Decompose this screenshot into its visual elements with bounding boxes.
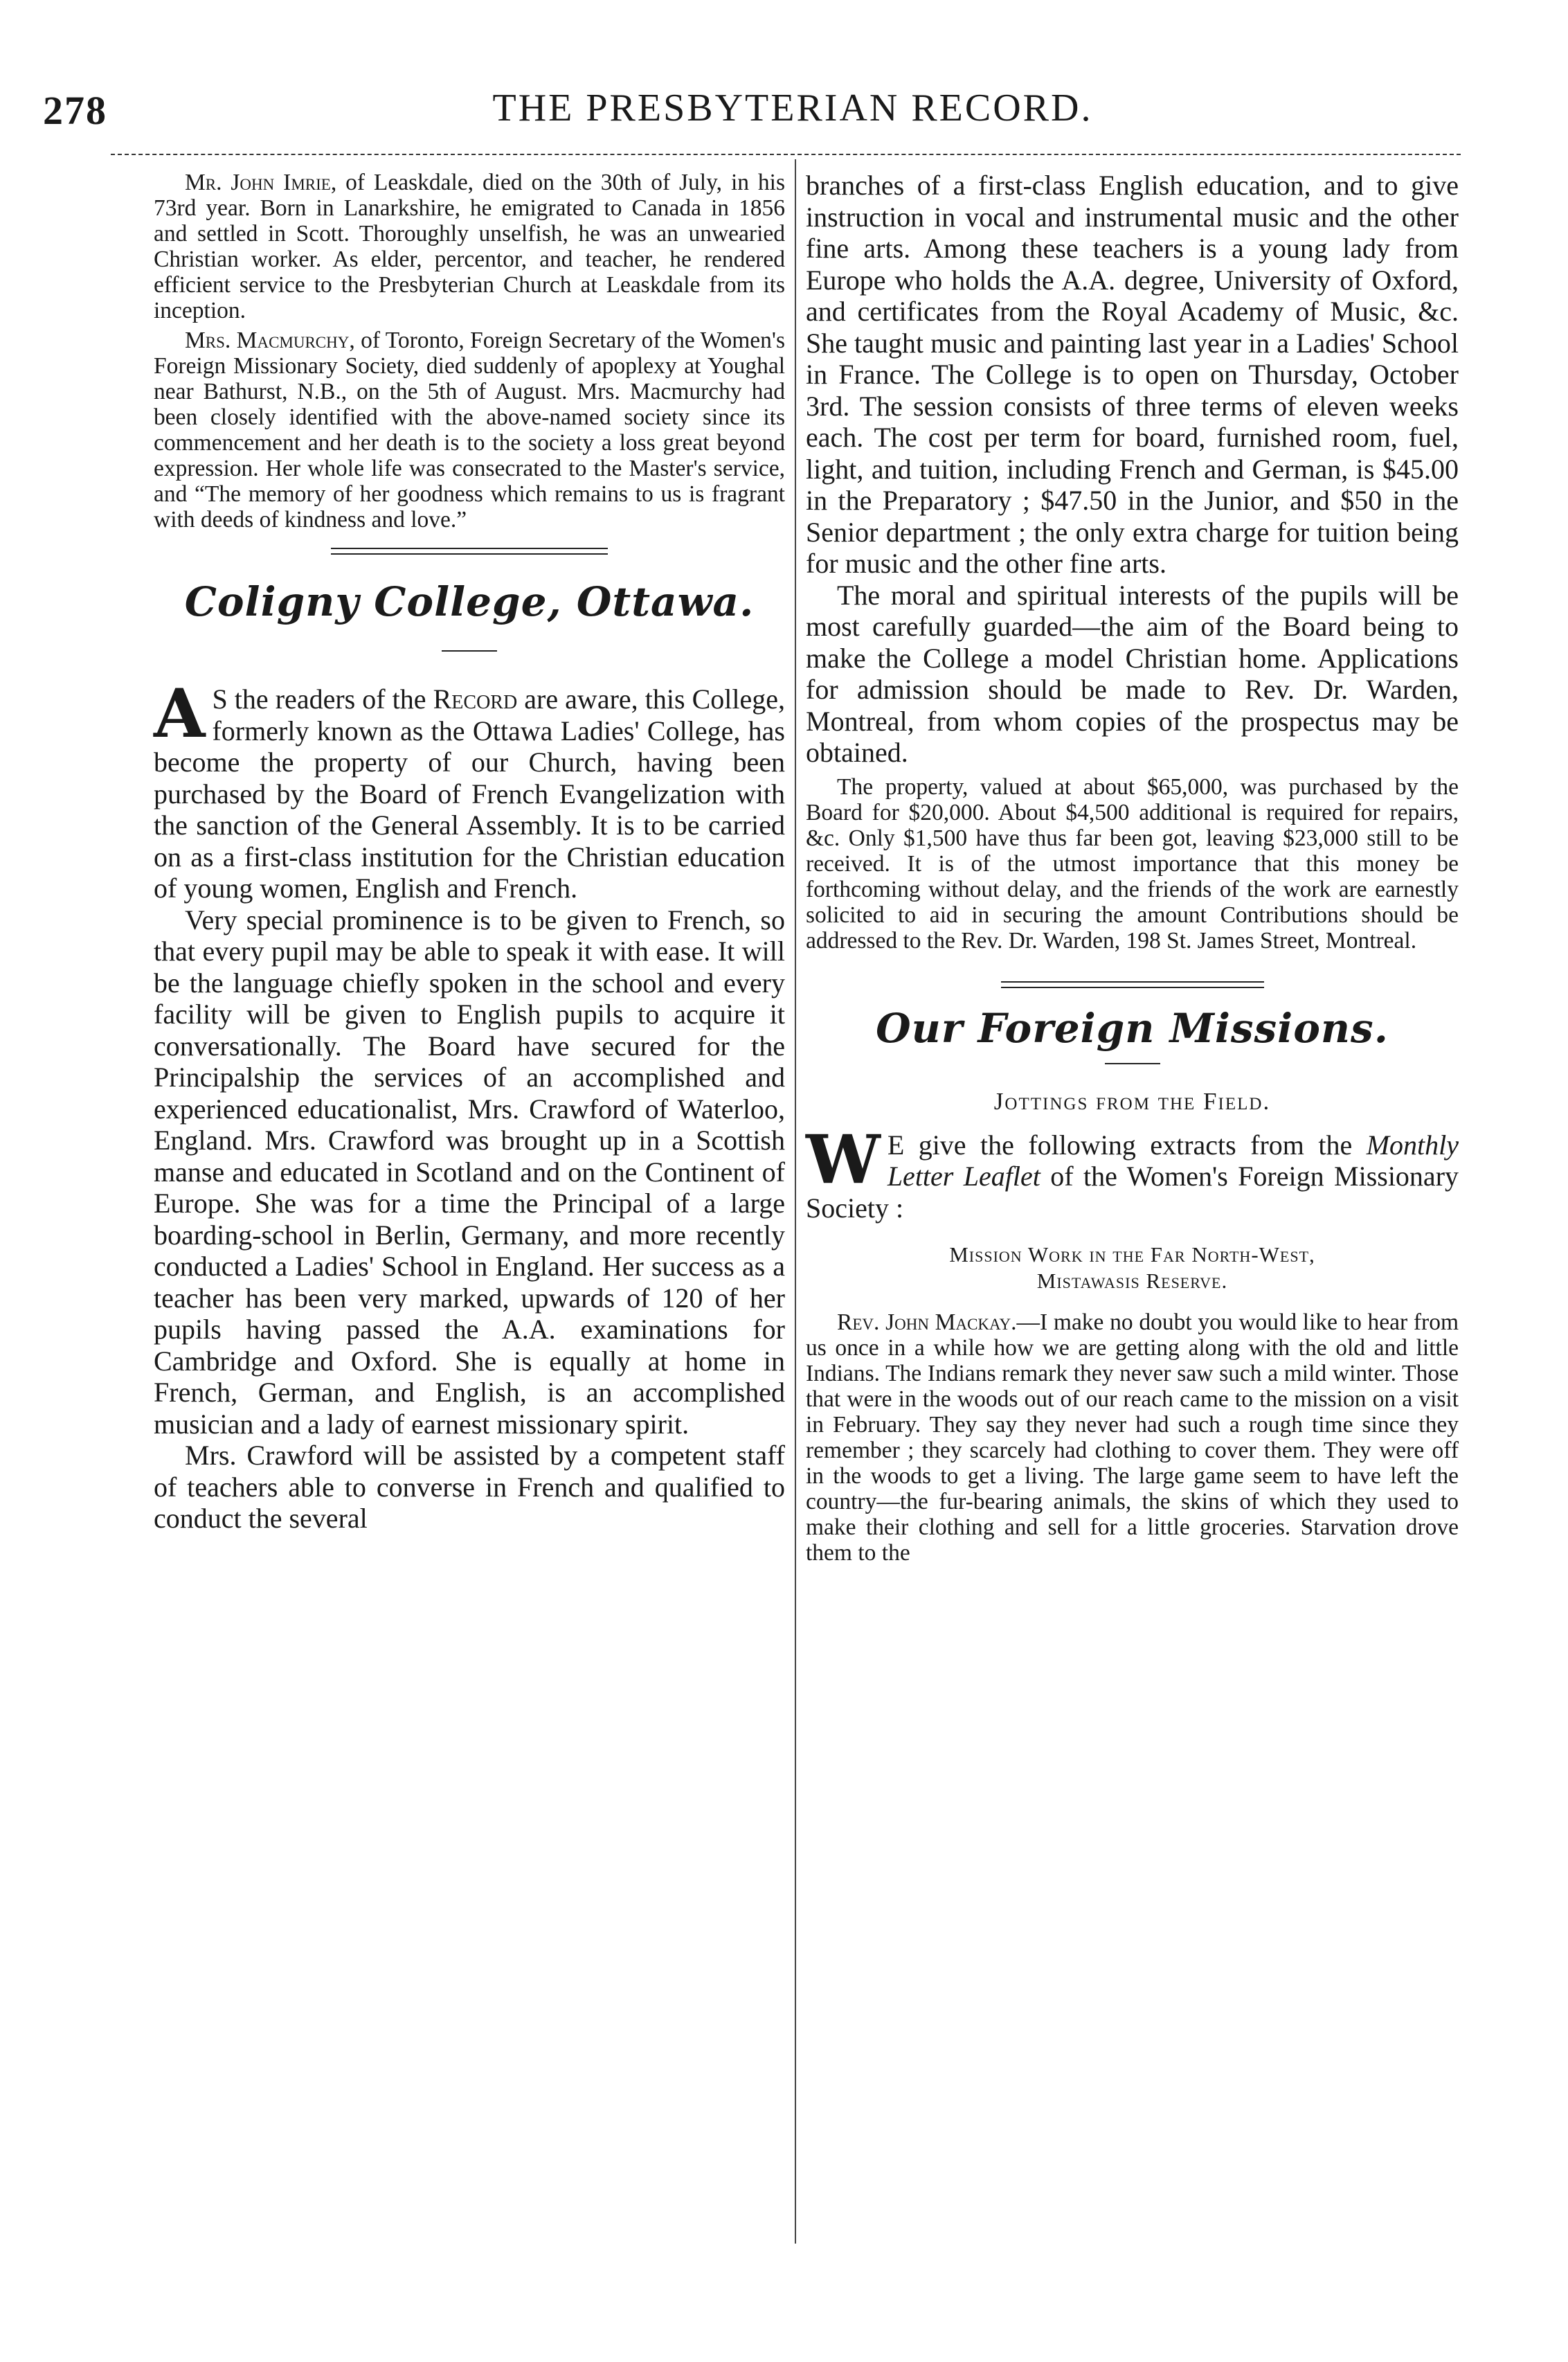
section-heading-missions: Our Foreign Missions.: [876, 1004, 1389, 1052]
coligny-paragraph-3: Mrs. Crawford will be assisted by a competent staff of teachers able to converse in French and qualified to conduct the several: [154, 1440, 785, 1534]
coligny-paragraph-6: The property, valued at about $65,000, was purchased by the Board for $20,000. About $4,500 additional is required for repairs, &c. Only $1,500 have thus far been got, leaving $23,000 still to be received. It is of the utmost importance that this money be forthcoming without delay, and the friends of the work are earnestly solicited to aid in securing the amount Contributions should be addressed to the Rev. Dr. Warden, 198 St. James Street, Montreal.: [806, 773, 1459, 954]
section-heading-coligny: Coligny College, Ottawa.: [184, 578, 755, 625]
running-title: THE PRESBYTERIAN RECORD.: [492, 87, 1093, 129]
missions-intro: W E give the following extracts from the Monthly Letter Leaflet of the Women's Foreign Missionary Society :: [806, 1120, 1459, 1224]
column-divider: [795, 159, 796, 2244]
obituary-text: , of Leaskdale, died on the 30th of July, in his 73rd year. Born in Lanarkshire, he emigrated to Canada in 1856 and settled in Scott. Thoroughly unselfish, he was an unwearied Christian worker. As elder, percentor, and teacher, he rendered efficient service to the Presbyterian Church at Leaskdale from its inception.: [154, 170, 785, 323]
section-rule: [1001, 981, 1264, 988]
obituary-imrie: [154, 170, 785, 323]
page-header: [42, 82, 1461, 137]
short-rule: [1105, 1063, 1160, 1064]
mackay-letter: Rev. John Mackay.—I make no doubt you would like to hear from us once in a while how we are getting along with the old and little Indians. The Indians remark they never saw such a mild winter. Those that were in the woods out of our reach came to the mission on a visit in February. They say they never had such a rough time since they remember ; they scarcely had clothing to cover them. They were off in the woods to get a living. The large game seem to have left the country—the fur-bearing animals, the skins of which they used to make their clothing and sell for a little groceries. Starvation drove them to the: [806, 1309, 1459, 1566]
left-column: [154, 170, 785, 1535]
subheading-jottings: Jottings from the Field.: [993, 1087, 1271, 1115]
right-column: [806, 170, 1459, 1566]
coligny-paragraph-1: A S the readers of the Record are aware, this College, formerly known as the Ottawa Ladies' College, has become the property of our Church, having been purchased by the Board of French Evangelization with the sanction of the General Assembly. It is to be carried on as a first-class institution for the Christian education of young women, English and French.: [154, 674, 785, 904]
letter-author: Rev. John Mackay.: [837, 1309, 1017, 1335]
obituary-name: Mrs. Macmurchy: [185, 328, 350, 353]
coligny-paragraph-2: Very special prominence is to be given to French, so that every pupil may be able to speak it with ease. It will be the language chiefly spoken in the school and every facility will be given to English pupils to acquire it conversationally. The Board have secured for the Principalship the services of an accomplished and experienced educationalist, Mrs. Crawford of Waterloo, England. Mrs. Crawford was brought up in a Scottish manse and educated in Scotland and on the Continent of Europe. She was for a time the Principal of a large boarding-school in Berlin, Germany, and more recently conducted a Ladies' School in England. Her success as a teacher has been very marked, upwards of 120 of her pupils having passed the A.A. examinations for Cambridge and Oxford. She is equally at home in French, German, and English, is an accomplished musician and a lady of earnest missionary spirit.: [154, 904, 785, 1440]
page-number: 278: [43, 88, 107, 133]
short-rule: [442, 650, 497, 652]
obituary-macmurchy: [154, 328, 785, 533]
section-rule: [331, 548, 608, 555]
obituary-text: , of Toronto, Foreign Secretary of the Women's Foreign Missionary Society, died suddenly of apoplexy at Youghal near Bathurst, N.B., on the 5th of August. Mrs. Macmurchy had been closely identified with the above-named society since its commencement and her death is to the society a loss great beyond expression. Her whole life was consecrated to the Master's service, and “The memory of her goodness which remains to us is fragrant with deeds of kindness and love.”: [154, 328, 785, 533]
coligny-paragraph-5: The moral and spiritual interests of the pupils will be most carefully guarded—the aim of the Board being to make the College a model Christian home. Applications for admission should be made to Rev. Dr. Warden, Montreal, from whom copies of the prospectus may be obtained.: [806, 579, 1459, 768]
dropcap: A: [154, 674, 206, 753]
obituary-name: Mr. John Imrie: [185, 170, 331, 195]
mission-title-line-1: Mission Work in the Far North-West,: [949, 1242, 1315, 1267]
coligny-paragraph-4: branches of a first-class English education, and to give instruction in vocal and instrumental music and the other fine arts. Among these teachers is a young lady from Europe who holds the A.A. degree, University of Oxford, and certificates from the Royal Academy of Music, &c. She taught music and painting last year in a Ladies' School in France. The College is to open on Thursday, October 3rd. The session consists of three terms of eleven weeks each. The cost per term for board, furnished room, fuel, light, and tuition, including French and German, is $45.00 in the Preparatory ; $47.50 in the Junior, and $50 in the Senior department ; the only extra charge for tuition being for music and the other fine arts.: [806, 170, 1459, 579]
dropcap: W: [806, 1120, 881, 1199]
header-rule: [111, 154, 1461, 155]
mission-title-line-2: Mistawasis Reserve.: [1036, 1269, 1228, 1293]
